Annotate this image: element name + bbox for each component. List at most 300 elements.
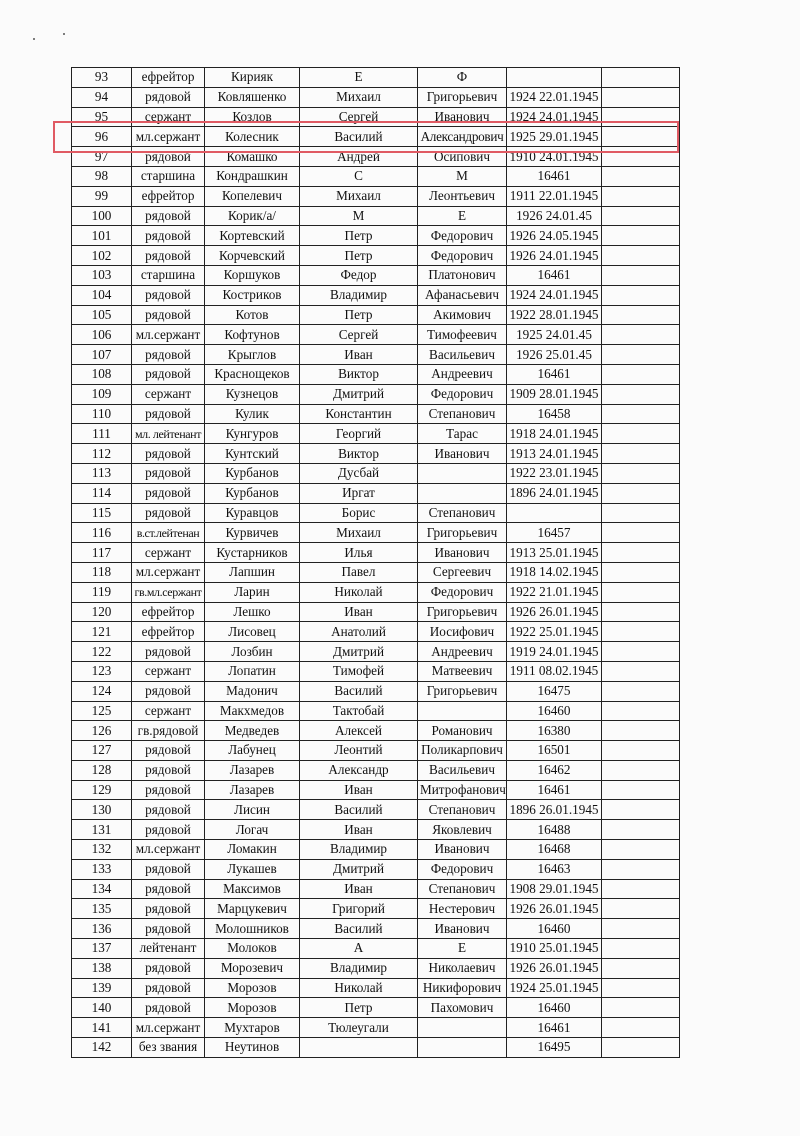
first-name-cell: Николай: [300, 582, 418, 602]
surname-cell: Молоков: [205, 939, 300, 959]
empty-cell: [602, 166, 680, 186]
row-number-cell: 117: [72, 543, 132, 563]
birth-death-cell: 1924 24.01.1945: [507, 285, 602, 305]
row-number-cell: 95: [72, 107, 132, 127]
row-number-cell: 107: [72, 345, 132, 365]
empty-cell: [602, 206, 680, 226]
first-name-cell: Иван: [300, 345, 418, 365]
first-name-cell: Петр: [300, 998, 418, 1018]
empty-cell: [602, 503, 680, 523]
row-number-cell: 135: [72, 899, 132, 919]
birth-death-cell: 1913 24.01.1945: [507, 444, 602, 464]
rank-cell: лейтенант: [132, 939, 205, 959]
birth-death-cell: 1926 26.01.1945: [507, 958, 602, 978]
table-row: [72, 127, 680, 147]
first-name-cell: Е: [300, 68, 418, 88]
empty-cell: [602, 424, 680, 444]
table-row: [72, 582, 680, 602]
birth-death-cell: 1922 25.01.1945: [507, 622, 602, 642]
row-number-cell: 120: [72, 602, 132, 622]
patronymic-cell: Нестерович: [418, 899, 507, 919]
patronymic-cell: Митрофанович: [418, 780, 507, 800]
rank-cell: рядовой: [132, 998, 205, 1018]
row-number-cell: 118: [72, 562, 132, 582]
first-name-cell: Иван: [300, 820, 418, 840]
empty-cell: [602, 661, 680, 681]
first-name-cell: Константин: [300, 404, 418, 424]
patronymic-cell: Иванович: [418, 444, 507, 464]
birth-death-cell: 16495: [507, 1038, 602, 1058]
first-name-cell: Василий: [300, 919, 418, 939]
surname-cell: Ломакин: [205, 840, 300, 860]
patronymic-cell: Сергеевич: [418, 562, 507, 582]
birth-death-cell: 16461: [507, 1018, 602, 1038]
row-number-cell: 101: [72, 226, 132, 246]
patronymic-cell: Леонтьевич: [418, 186, 507, 206]
row-number-cell: 96: [72, 127, 132, 147]
patronymic-cell: Федорович: [418, 859, 507, 879]
row-number-cell: 113: [72, 463, 132, 483]
surname-cell: Курбанов: [205, 483, 300, 503]
birth-death-cell: 16475: [507, 681, 602, 701]
birth-death-cell: 16468: [507, 840, 602, 860]
patronymic-cell: Осипович: [418, 147, 507, 167]
rank-cell: рядовой: [132, 760, 205, 780]
table-row: [72, 463, 680, 483]
empty-cell: [602, 899, 680, 919]
row-number-cell: 129: [72, 780, 132, 800]
surname-cell: Медведев: [205, 721, 300, 741]
birth-death-cell: 16460: [507, 701, 602, 721]
first-name-cell: Анатолий: [300, 622, 418, 642]
table-row: [72, 562, 680, 582]
rank-cell: мл.сержант: [132, 840, 205, 860]
scan-speck: [63, 33, 65, 35]
first-name-cell: Владимир: [300, 285, 418, 305]
rank-cell: рядовой: [132, 444, 205, 464]
rank-cell: рядовой: [132, 919, 205, 939]
table-row: [72, 206, 680, 226]
first-name-cell: Борис: [300, 503, 418, 523]
surname-cell: Морозов: [205, 978, 300, 998]
table-row: [72, 523, 680, 543]
rank-cell: без звания: [132, 1038, 205, 1058]
first-name-cell: Владимир: [300, 840, 418, 860]
row-number-cell: 126: [72, 721, 132, 741]
surname-cell: Корик/а/: [205, 206, 300, 226]
birth-death-cell: 1910 24.01.1945: [507, 147, 602, 167]
birth-death-cell: [507, 68, 602, 88]
first-name-cell: Сергей: [300, 107, 418, 127]
patronymic-cell: Григорьевич: [418, 523, 507, 543]
surname-cell: Лисовец: [205, 622, 300, 642]
first-name-cell: Григорий: [300, 899, 418, 919]
row-number-cell: 105: [72, 305, 132, 325]
table-row: [72, 958, 680, 978]
row-number-cell: 130: [72, 800, 132, 820]
empty-cell: [602, 1038, 680, 1058]
birth-death-cell: 1924 24.01.1945: [507, 107, 602, 127]
patronymic-cell: Васильевич: [418, 760, 507, 780]
patronymic-cell: Иосифович: [418, 622, 507, 642]
patronymic-cell: [418, 463, 507, 483]
empty-cell: [602, 364, 680, 384]
empty-cell: [602, 978, 680, 998]
first-name-cell: Тактобай: [300, 701, 418, 721]
patronymic-cell: Андреевич: [418, 642, 507, 662]
row-number-cell: 122: [72, 642, 132, 662]
table-row: [72, 503, 680, 523]
row-number-cell: 93: [72, 68, 132, 88]
table-row: [72, 325, 680, 345]
rank-cell: рядовой: [132, 226, 205, 246]
rank-cell: рядовой: [132, 404, 205, 424]
empty-cell: [602, 701, 680, 721]
table-row: [72, 780, 680, 800]
empty-cell: [602, 780, 680, 800]
birth-death-cell: 1913 25.01.1945: [507, 543, 602, 563]
table-row: [72, 107, 680, 127]
first-name-cell: Виктор: [300, 444, 418, 464]
table-row: [72, 800, 680, 820]
first-name-cell: А: [300, 939, 418, 959]
first-name-cell: Дусбай: [300, 463, 418, 483]
table-row: [72, 345, 680, 365]
row-number-cell: 106: [72, 325, 132, 345]
surname-cell: Мадонич: [205, 681, 300, 701]
first-name-cell: Иван: [300, 879, 418, 899]
rank-cell: рядовой: [132, 820, 205, 840]
row-number-cell: 100: [72, 206, 132, 226]
patronymic-cell: [418, 701, 507, 721]
patronymic-cell: Григорьевич: [418, 681, 507, 701]
first-name-cell: М: [300, 206, 418, 226]
surname-cell: Копелевич: [205, 186, 300, 206]
patronymic-cell: Е: [418, 206, 507, 226]
patronymic-cell: [418, 1038, 507, 1058]
patronymic-cell: Федорович: [418, 226, 507, 246]
surname-cell: Краснощеков: [205, 364, 300, 384]
rank-cell: рядовой: [132, 246, 205, 266]
soldier-roster-table: [71, 67, 680, 1058]
first-name-cell: Василий: [300, 127, 418, 147]
surname-cell: Молошников: [205, 919, 300, 939]
birth-death-cell: 1896 24.01.1945: [507, 483, 602, 503]
empty-cell: [602, 958, 680, 978]
row-number-cell: 123: [72, 661, 132, 681]
birth-death-cell: 1911 08.02.1945: [507, 661, 602, 681]
patronymic-cell: Федорович: [418, 246, 507, 266]
empty-cell: [602, 345, 680, 365]
table-row: [72, 444, 680, 464]
birth-death-cell: 1925 24.01.45: [507, 325, 602, 345]
surname-cell: Кузнецов: [205, 384, 300, 404]
birth-death-cell: 16461: [507, 265, 602, 285]
patronymic-cell: Тарас: [418, 424, 507, 444]
surname-cell: Ларин: [205, 582, 300, 602]
rank-cell: старшина: [132, 166, 205, 186]
patronymic-cell: Акимович: [418, 305, 507, 325]
empty-cell: [602, 840, 680, 860]
table-row: [72, 899, 680, 919]
row-number-cell: 112: [72, 444, 132, 464]
patronymic-cell: Матвеевич: [418, 661, 507, 681]
surname-cell: Кулик: [205, 404, 300, 424]
surname-cell: Кортевский: [205, 226, 300, 246]
patronymic-cell: Иванович: [418, 840, 507, 860]
surname-cell: Курвичев: [205, 523, 300, 543]
first-name-cell: Владимир: [300, 958, 418, 978]
surname-cell: Кустарников: [205, 543, 300, 563]
rank-cell: рядовой: [132, 87, 205, 107]
empty-cell: [602, 582, 680, 602]
table-row: [72, 166, 680, 186]
row-number-cell: 142: [72, 1038, 132, 1058]
table-row: [72, 1018, 680, 1038]
table-row: [72, 721, 680, 741]
birth-death-cell: 1925 29.01.1945: [507, 127, 602, 147]
table-row: [72, 364, 680, 384]
table-row: [72, 246, 680, 266]
patronymic-cell: Степанович: [418, 503, 507, 523]
birth-death-cell: 16457: [507, 523, 602, 543]
first-name-cell: Тимофей: [300, 661, 418, 681]
birth-death-cell: 16488: [507, 820, 602, 840]
first-name-cell: Леонтий: [300, 741, 418, 761]
patronymic-cell: Тимофеевич: [418, 325, 507, 345]
surname-cell: Логач: [205, 820, 300, 840]
empty-cell: [602, 998, 680, 1018]
row-number-cell: 114: [72, 483, 132, 503]
birth-death-cell: [507, 503, 602, 523]
empty-cell: [602, 622, 680, 642]
surname-cell: Лапшин: [205, 562, 300, 582]
surname-cell: Козлов: [205, 107, 300, 127]
rank-cell: рядовой: [132, 642, 205, 662]
rank-cell: мл. лейтенант: [132, 424, 205, 444]
patronymic-cell: Федорович: [418, 582, 507, 602]
table-row: [72, 998, 680, 1018]
first-name-cell: Иргат: [300, 483, 418, 503]
rank-cell: рядовой: [132, 483, 205, 503]
row-number-cell: 140: [72, 998, 132, 1018]
surname-cell: Колесник: [205, 127, 300, 147]
birth-death-cell: 1926 24.01.45: [507, 206, 602, 226]
birth-death-cell: 16460: [507, 998, 602, 1018]
birth-death-cell: 1926 24.01.1945: [507, 246, 602, 266]
patronymic-cell: М: [418, 166, 507, 186]
patronymic-cell: Романович: [418, 721, 507, 741]
first-name-cell: [300, 1038, 418, 1058]
birth-death-cell: 1896 26.01.1945: [507, 800, 602, 820]
rank-cell: ефрейтор: [132, 622, 205, 642]
row-number-cell: 132: [72, 840, 132, 860]
row-number-cell: 104: [72, 285, 132, 305]
rank-cell: рядовой: [132, 879, 205, 899]
surname-cell: Корчевский: [205, 246, 300, 266]
first-name-cell: Василий: [300, 681, 418, 701]
first-name-cell: Петр: [300, 305, 418, 325]
row-number-cell: 119: [72, 582, 132, 602]
empty-cell: [602, 523, 680, 543]
table-row: [72, 543, 680, 563]
first-name-cell: Федор: [300, 265, 418, 285]
patronymic-cell: Федорович: [418, 384, 507, 404]
first-name-cell: Андрей: [300, 147, 418, 167]
surname-cell: Кунгуров: [205, 424, 300, 444]
rank-cell: гв.мл.сержант: [132, 582, 205, 602]
empty-cell: [602, 800, 680, 820]
rank-cell: рядовой: [132, 978, 205, 998]
row-number-cell: 103: [72, 265, 132, 285]
row-number-cell: 134: [72, 879, 132, 899]
birth-death-cell: 1919 24.01.1945: [507, 642, 602, 662]
rank-cell: сержант: [132, 701, 205, 721]
patronymic-cell: [418, 483, 507, 503]
birth-death-cell: 1926 24.05.1945: [507, 226, 602, 246]
surname-cell: Макхмедов: [205, 701, 300, 721]
scan-speck: [33, 38, 35, 40]
empty-cell: [602, 147, 680, 167]
patronymic-cell: [418, 1018, 507, 1038]
patronymic-cell: Ф: [418, 68, 507, 88]
empty-cell: [602, 820, 680, 840]
first-name-cell: Василий: [300, 800, 418, 820]
surname-cell: Морозов: [205, 998, 300, 1018]
empty-cell: [602, 68, 680, 88]
rank-cell: ефрейтор: [132, 186, 205, 206]
surname-cell: Курбанов: [205, 463, 300, 483]
table-row: [72, 68, 680, 88]
rank-cell: гв.рядовой: [132, 721, 205, 741]
row-number-cell: 102: [72, 246, 132, 266]
empty-cell: [602, 919, 680, 939]
row-number-cell: 131: [72, 820, 132, 840]
empty-cell: [602, 226, 680, 246]
first-name-cell: Дмитрий: [300, 384, 418, 404]
rank-cell: рядовой: [132, 285, 205, 305]
first-name-cell: Алексей: [300, 721, 418, 741]
table-row: [72, 840, 680, 860]
empty-cell: [602, 384, 680, 404]
empty-cell: [602, 562, 680, 582]
birth-death-cell: 16461: [507, 364, 602, 384]
birth-death-cell: 16463: [507, 859, 602, 879]
birth-death-cell: 1926 26.01.1945: [507, 602, 602, 622]
surname-cell: Морозевич: [205, 958, 300, 978]
row-number-cell: 127: [72, 741, 132, 761]
birth-death-cell: 1918 24.01.1945: [507, 424, 602, 444]
table-row: [72, 483, 680, 503]
empty-cell: [602, 107, 680, 127]
rank-cell: рядовой: [132, 463, 205, 483]
surname-cell: Костриков: [205, 285, 300, 305]
patronymic-cell: Пахомович: [418, 998, 507, 1018]
row-number-cell: 133: [72, 859, 132, 879]
surname-cell: Комашко: [205, 147, 300, 167]
row-number-cell: 141: [72, 1018, 132, 1038]
rank-cell: рядовой: [132, 147, 205, 167]
rank-cell: ефрейтор: [132, 602, 205, 622]
first-name-cell: Николай: [300, 978, 418, 998]
surname-cell: Неутинов: [205, 1038, 300, 1058]
row-number-cell: 121: [72, 622, 132, 642]
first-name-cell: Павел: [300, 562, 418, 582]
birth-death-cell: 1924 22.01.1945: [507, 87, 602, 107]
surname-cell: Лабунец: [205, 741, 300, 761]
surname-cell: Лешко: [205, 602, 300, 622]
row-number-cell: 138: [72, 958, 132, 978]
surname-cell: Марцукевич: [205, 899, 300, 919]
rank-cell: сержант: [132, 661, 205, 681]
row-number-cell: 115: [72, 503, 132, 523]
rank-cell: мл.сержант: [132, 1018, 205, 1038]
birth-death-cell: 1918 14.02.1945: [507, 562, 602, 582]
table-row: [72, 1038, 680, 1058]
table-row: [72, 701, 680, 721]
patronymic-cell: Иванович: [418, 919, 507, 939]
birth-death-cell: 1908 29.01.1945: [507, 879, 602, 899]
surname-cell: Коршуков: [205, 265, 300, 285]
birth-death-cell: 16461: [507, 780, 602, 800]
surname-cell: Мухтаров: [205, 1018, 300, 1038]
empty-cell: [602, 721, 680, 741]
birth-death-cell: 16458: [507, 404, 602, 424]
empty-cell: [602, 87, 680, 107]
first-name-cell: Сергей: [300, 325, 418, 345]
birth-death-cell: 1911 22.01.1945: [507, 186, 602, 206]
empty-cell: [602, 463, 680, 483]
surname-cell: Лазарев: [205, 780, 300, 800]
surname-cell: Лисин: [205, 800, 300, 820]
patronymic-cell: Яковлевич: [418, 820, 507, 840]
patronymic-cell: Иванович: [418, 543, 507, 563]
empty-cell: [602, 265, 680, 285]
table-row: [72, 642, 680, 662]
birth-death-cell: 1926 26.01.1945: [507, 899, 602, 919]
birth-death-cell: 1922 28.01.1945: [507, 305, 602, 325]
rank-cell: рядовой: [132, 899, 205, 919]
first-name-cell: Иван: [300, 780, 418, 800]
first-name-cell: Михаил: [300, 186, 418, 206]
rank-cell: рядовой: [132, 780, 205, 800]
table-row: [72, 602, 680, 622]
patronymic-cell: Александрович: [418, 127, 507, 147]
row-number-cell: 136: [72, 919, 132, 939]
rank-cell: в.ст.лейтенан: [132, 523, 205, 543]
first-name-cell: Александр: [300, 760, 418, 780]
table-row: [72, 820, 680, 840]
first-name-cell: Петр: [300, 246, 418, 266]
table-row: [72, 978, 680, 998]
first-name-cell: Тюлеугали: [300, 1018, 418, 1038]
surname-cell: Кондрашкин: [205, 166, 300, 186]
empty-cell: [602, 404, 680, 424]
birth-death-cell: 16460: [507, 919, 602, 939]
birth-death-cell: 1922 21.01.1945: [507, 582, 602, 602]
rank-cell: рядовой: [132, 364, 205, 384]
empty-cell: [602, 939, 680, 959]
surname-cell: Котов: [205, 305, 300, 325]
first-name-cell: Михаил: [300, 87, 418, 107]
rank-cell: рядовой: [132, 859, 205, 879]
patronymic-cell: Николаевич: [418, 958, 507, 978]
first-name-cell: Иван: [300, 602, 418, 622]
table-row: [72, 661, 680, 681]
row-number-cell: 139: [72, 978, 132, 998]
row-number-cell: 99: [72, 186, 132, 206]
table-row: [72, 305, 680, 325]
